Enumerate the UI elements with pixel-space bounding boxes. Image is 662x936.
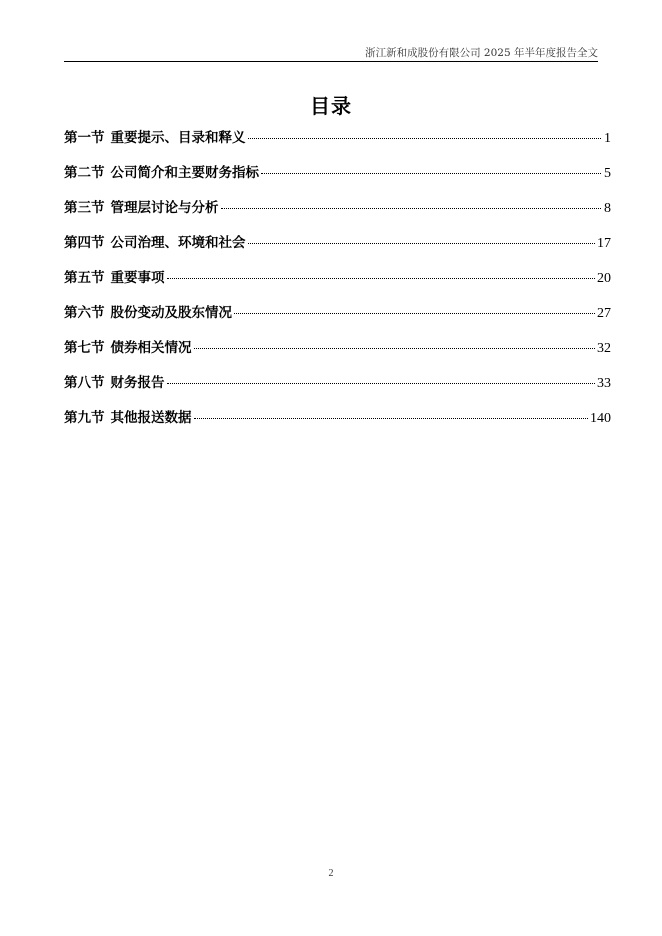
toc-leader-dots [248, 138, 602, 139]
toc-entry-label [64, 161, 259, 181]
toc-section-number: 第五节 [64, 270, 105, 286]
toc-section-title: 公司治理、环境和社会 [110, 235, 246, 251]
toc-page-number: 8 [604, 201, 611, 216]
toc-section-number: 第三节 [64, 200, 105, 216]
running-header: 浙江新和成股份有限公司 2025 年半年度报告全文 [365, 47, 598, 59]
toc-section-title: 财务报告 [110, 375, 165, 391]
toc-page-number: 33 [597, 376, 611, 391]
toc-leader-dots [221, 208, 602, 209]
toc-section-title: 管理层讨论与分析 [110, 200, 219, 216]
toc-section-number: 第九节 [64, 410, 105, 426]
page-number: 2 [328, 868, 334, 879]
toc-section-number: 第八节 [64, 375, 105, 391]
toc-leader-dots [194, 418, 589, 419]
header-divider [64, 61, 598, 62]
toc-entry-label [64, 336, 192, 356]
toc-page-number: 32 [597, 341, 611, 356]
toc-entry-label [64, 301, 232, 321]
toc-leader-dots [234, 313, 595, 314]
toc-title: 目录 [310, 94, 352, 118]
toc-entry-2[interactable] [64, 161, 611, 196]
toc-page-number: 140 [590, 411, 611, 426]
toc-section-number: 第四节 [64, 235, 105, 251]
toc-entry-4[interactable] [64, 231, 611, 266]
toc-entry-8[interactable] [64, 371, 611, 406]
toc-section-number: 第六节 [64, 305, 105, 321]
toc-section-title: 重要事项 [110, 270, 165, 286]
toc-leader-dots [194, 348, 596, 349]
toc-page-number: 27 [597, 306, 611, 321]
table-of-contents [64, 126, 611, 441]
toc-entry-label [64, 406, 192, 426]
toc-leader-dots [167, 383, 596, 384]
toc-entry-7[interactable] [64, 336, 611, 371]
toc-entry-9[interactable] [64, 406, 611, 441]
toc-leader-dots [261, 173, 601, 174]
toc-page-number: 1 [604, 131, 611, 146]
toc-section-title: 其他报送数据 [110, 410, 192, 426]
toc-section-number: 第一节 [64, 130, 105, 146]
toc-section-title: 重要提示、目录和释义 [110, 130, 246, 146]
toc-page-number: 5 [604, 166, 611, 181]
toc-entry-label [64, 196, 219, 216]
toc-section-title: 债券相关情况 [110, 340, 192, 356]
toc-leader-dots [248, 243, 596, 244]
toc-entry-1[interactable] [64, 126, 611, 161]
toc-entry-5[interactable] [64, 266, 611, 301]
toc-entry-label [64, 126, 246, 146]
toc-section-title: 公司简介和主要财务指标 [110, 165, 259, 181]
toc-entry-3[interactable] [64, 196, 611, 231]
toc-entry-label [64, 266, 165, 286]
toc-page-number: 20 [597, 271, 611, 286]
toc-entry-6[interactable] [64, 301, 611, 336]
toc-entry-label [64, 371, 165, 391]
toc-leader-dots [167, 278, 596, 279]
toc-page-number: 17 [597, 236, 611, 251]
toc-section-number: 第七节 [64, 340, 105, 356]
toc-section-title: 股份变动及股东情况 [110, 305, 232, 321]
toc-entry-label [64, 231, 246, 251]
toc-section-number: 第二节 [64, 165, 105, 181]
